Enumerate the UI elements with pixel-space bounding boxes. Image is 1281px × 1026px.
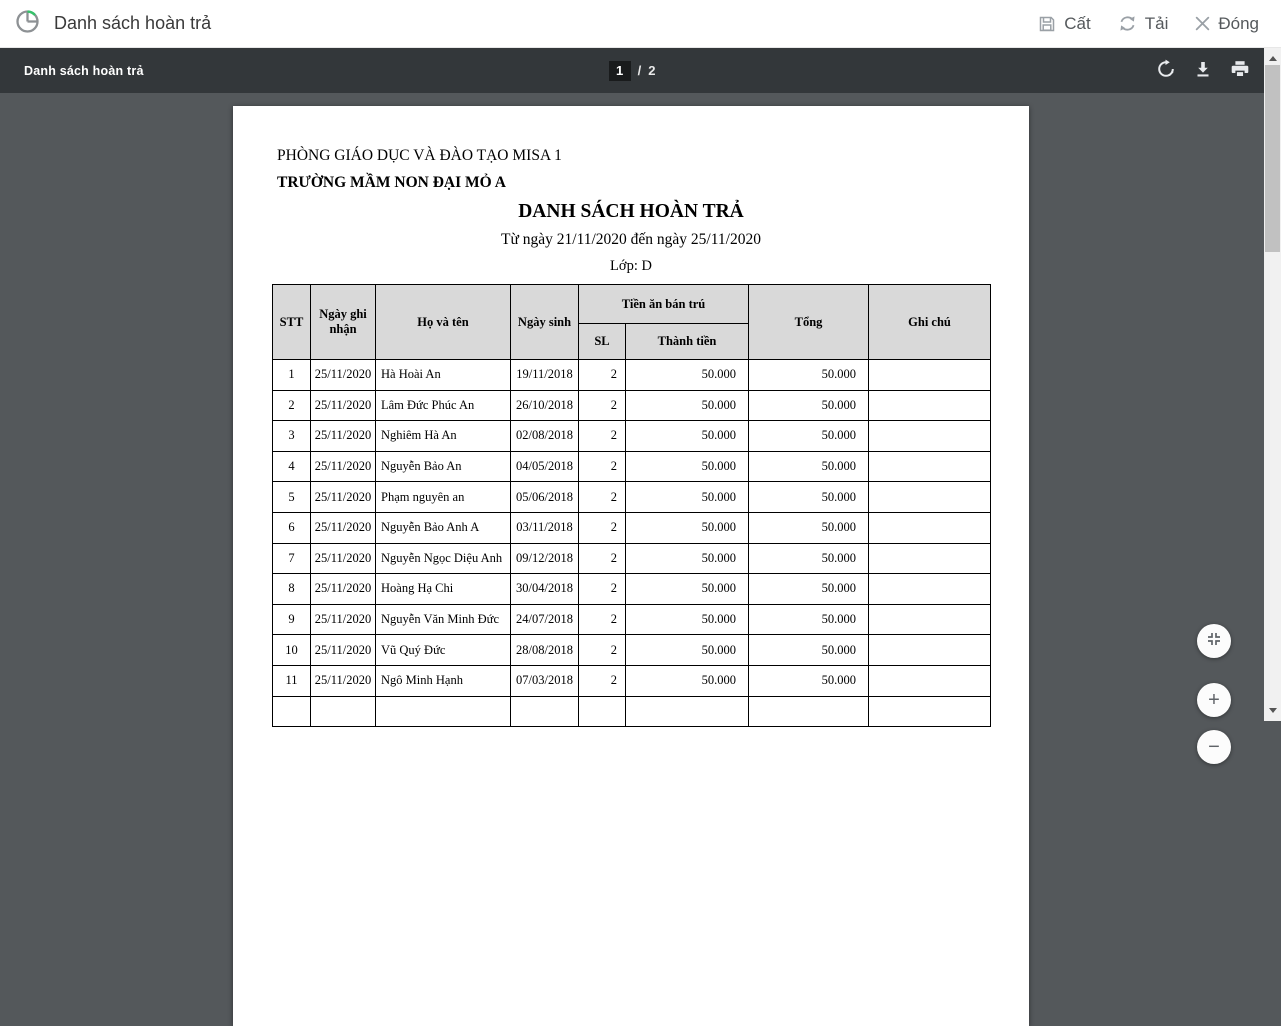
col-header-stt: STT xyxy=(273,285,311,360)
table-cell: 2 xyxy=(579,574,626,605)
table-cell: 50.000 xyxy=(626,543,749,574)
table-cell xyxy=(869,604,991,635)
table-cell: 25/11/2020 xyxy=(311,665,376,696)
table-cell xyxy=(273,696,311,727)
table-row xyxy=(273,482,991,513)
print-icon xyxy=(1230,59,1250,82)
table-cell xyxy=(749,696,869,727)
table-cell: 07/03/2018 xyxy=(511,665,579,696)
col-header-amount: Thành tiền xyxy=(626,324,749,360)
scroll-down-arrow[interactable] xyxy=(1264,702,1281,719)
table-cell: 25/11/2020 xyxy=(311,451,376,482)
table-cell xyxy=(869,696,991,727)
col-header-total: Tổng xyxy=(749,285,869,360)
table-cell: 50.000 xyxy=(626,574,749,605)
table-cell: 3 xyxy=(273,421,311,452)
table-cell: 25/11/2020 xyxy=(311,421,376,452)
table-cell: 2 xyxy=(579,604,626,635)
table-row xyxy=(273,635,991,666)
table-cell: 19/11/2018 xyxy=(511,360,579,391)
page-title: Danh sách hoàn trả xyxy=(54,13,212,33)
table-cell: Nguyễn Văn Minh Đức xyxy=(376,604,511,635)
table-cell: 50.000 xyxy=(749,421,869,452)
save-button-label: Cất xyxy=(1064,13,1091,33)
fit-to-page-icon xyxy=(1205,630,1223,652)
table-cell: 50.000 xyxy=(626,635,749,666)
vertical-scrollbar[interactable] xyxy=(1264,48,1281,721)
page-separator: / xyxy=(637,63,642,78)
table-cell: 2 xyxy=(579,512,626,543)
table-cell: 5 xyxy=(273,482,311,513)
table-cell: 50.000 xyxy=(626,482,749,513)
table-row xyxy=(273,604,991,635)
table-cell: 6 xyxy=(273,512,311,543)
pdf-viewer xyxy=(0,93,1264,758)
table-cell: Nguyễn Bảo Anh A xyxy=(376,512,511,543)
table-cell xyxy=(869,482,991,513)
close-button[interactable] xyxy=(1194,14,1259,34)
table-cell: 50.000 xyxy=(626,604,749,635)
pdf-toolbar xyxy=(0,48,1281,93)
table-cell: 25/11/2020 xyxy=(311,543,376,574)
table-cell: 50.000 xyxy=(626,512,749,543)
download-icon xyxy=(1193,59,1213,82)
table-cell xyxy=(869,421,991,452)
table-cell: 50.000 xyxy=(749,451,869,482)
pie-chart-icon xyxy=(14,8,41,40)
table-row xyxy=(273,390,991,421)
table-cell: 30/04/2018 xyxy=(511,574,579,605)
table-cell xyxy=(869,512,991,543)
table-cell: 50.000 xyxy=(749,665,869,696)
rotate-icon xyxy=(1156,59,1176,82)
table-cell: 04/05/2018 xyxy=(511,451,579,482)
table-cell: Nghiêm Hà An xyxy=(376,421,511,452)
table-cell: 50.000 xyxy=(749,482,869,513)
scrollbar-thumb[interactable] xyxy=(1265,65,1280,252)
triangle-down-icon xyxy=(1269,708,1277,713)
table-row xyxy=(273,512,991,543)
table-cell: 25/11/2020 xyxy=(311,574,376,605)
table-cell: 2 xyxy=(579,451,626,482)
col-header-note: Ghi chú xyxy=(869,285,991,360)
table-cell xyxy=(869,635,991,666)
table-cell: 50.000 xyxy=(749,512,869,543)
table-cell xyxy=(869,451,991,482)
table-cell xyxy=(376,696,511,727)
table-row xyxy=(273,451,991,482)
table-cell: 50.000 xyxy=(626,665,749,696)
table-cell: 28/08/2018 xyxy=(511,635,579,666)
table-row xyxy=(273,696,991,727)
table-cell: 50.000 xyxy=(626,421,749,452)
download-button[interactable] xyxy=(1193,59,1213,82)
reload-button[interactable] xyxy=(1117,13,1169,34)
col-header-birth-date: Ngày sinh xyxy=(511,285,579,360)
zoom-in-button[interactable] xyxy=(1197,683,1231,717)
table-cell: 50.000 xyxy=(749,360,869,391)
reload-button-label: Tải xyxy=(1144,13,1169,33)
table-cell: 50.000 xyxy=(749,635,869,666)
app-header xyxy=(0,0,1281,48)
doc-org-line2: TRƯỜNG MẦM NON ĐẠI MỎ A xyxy=(277,174,506,191)
table-cell: Vũ Quý Đức xyxy=(376,635,511,666)
table-cell: 2 xyxy=(579,635,626,666)
doc-class-line: Lớp: D xyxy=(610,258,652,274)
table-cell: Ngô Minh Hạnh xyxy=(376,665,511,696)
table-cell: 2 xyxy=(579,360,626,391)
table-row xyxy=(273,421,991,452)
table-cell: Lâm Đức Phúc An xyxy=(376,390,511,421)
minus-icon: − xyxy=(1208,736,1220,758)
table-cell: 2 xyxy=(579,665,626,696)
table-body xyxy=(273,360,991,727)
save-button[interactable] xyxy=(1037,14,1090,34)
table-cell xyxy=(869,574,991,605)
table-cell: 50.000 xyxy=(749,390,869,421)
print-button[interactable] xyxy=(1230,59,1250,82)
table-cell xyxy=(869,390,991,421)
table-cell xyxy=(311,696,376,727)
col-header-quantity: SL xyxy=(579,324,626,360)
table-cell xyxy=(626,696,749,727)
rotate-button[interactable] xyxy=(1156,59,1176,82)
page-navigation xyxy=(0,48,1264,93)
plus-icon: + xyxy=(1208,689,1220,711)
table-cell: 2 xyxy=(579,390,626,421)
table-cell: 25/11/2020 xyxy=(311,482,376,513)
table-cell: 11 xyxy=(273,665,311,696)
table-cell: 50.000 xyxy=(749,543,869,574)
table-cell: 05/06/2018 xyxy=(511,482,579,513)
table-row xyxy=(273,543,991,574)
table-cell: 50.000 xyxy=(626,390,749,421)
table-cell: Hà Hoài An xyxy=(376,360,511,391)
page-number-input[interactable]: 1 xyxy=(609,61,631,81)
pdf-page xyxy=(233,106,1029,1026)
table-cell: 03/11/2018 xyxy=(511,512,579,543)
table-cell: 2 xyxy=(273,390,311,421)
table-cell: Hoàng Hạ Chi xyxy=(376,574,511,605)
page-total: 2 xyxy=(648,63,656,78)
table-cell: 4 xyxy=(273,451,311,482)
refund-table xyxy=(272,284,991,727)
table-cell: 10 xyxy=(273,635,311,666)
table-cell: 24/07/2018 xyxy=(511,604,579,635)
close-icon xyxy=(1194,15,1211,32)
table-cell: 25/11/2020 xyxy=(311,390,376,421)
floppy-disk-icon xyxy=(1037,14,1057,34)
table-cell: 8 xyxy=(273,574,311,605)
table-cell: 25/11/2020 xyxy=(311,512,376,543)
table-cell: 25/11/2020 xyxy=(311,360,376,391)
table-cell xyxy=(869,360,991,391)
close-button-label: Đóng xyxy=(1218,13,1259,33)
table-cell: 25/11/2020 xyxy=(311,635,376,666)
doc-date-range: Từ ngày 21/11/2020 đến ngày 25/11/2020 xyxy=(501,231,761,248)
table-cell: 9 xyxy=(273,604,311,635)
table-cell: 7 xyxy=(273,543,311,574)
table-cell: 2 xyxy=(579,482,626,513)
table-cell xyxy=(869,665,991,696)
table-row xyxy=(273,574,991,605)
table-cell: 25/11/2020 xyxy=(311,604,376,635)
fit-to-page-button[interactable] xyxy=(1197,624,1231,658)
table-cell: Nguyễn Bảo An xyxy=(376,451,511,482)
table-row xyxy=(273,665,991,696)
table-cell: 2 xyxy=(579,543,626,574)
doc-title: DANH SÁCH HOÀN TRẢ xyxy=(518,201,744,222)
table-cell xyxy=(869,543,991,574)
table-cell: 1 xyxy=(273,360,311,391)
col-header-meal-group: Tiền ăn bán trú xyxy=(579,285,749,324)
table-cell: 50.000 xyxy=(749,604,869,635)
col-header-record-date: Ngày ghi nhận xyxy=(311,285,376,360)
table-cell xyxy=(511,696,579,727)
table-cell: 50.000 xyxy=(626,360,749,391)
table-cell: 02/08/2018 xyxy=(511,421,579,452)
table-cell: 50.000 xyxy=(749,574,869,605)
pdf-document-title: Danh sách hoàn trả xyxy=(24,63,144,78)
table-cell: 2 xyxy=(579,421,626,452)
table-cell: Nguyễn Ngọc Diệu Anh xyxy=(376,543,511,574)
col-header-full-name: Họ và tên xyxy=(376,285,511,360)
table-cell xyxy=(579,696,626,727)
table-row xyxy=(273,360,991,391)
triangle-up-icon xyxy=(1269,56,1277,61)
zoom-out-button[interactable] xyxy=(1197,730,1231,764)
table-cell: 50.000 xyxy=(626,451,749,482)
table-cell: 09/12/2018 xyxy=(511,543,579,574)
table-cell: 26/10/2018 xyxy=(511,390,579,421)
refresh-icon xyxy=(1117,13,1138,34)
table-cell: Phạm nguyên an xyxy=(376,482,511,513)
doc-org-line1: PHÒNG GIÁO DỤC VÀ ĐÀO TẠO MISA 1 xyxy=(277,147,562,164)
